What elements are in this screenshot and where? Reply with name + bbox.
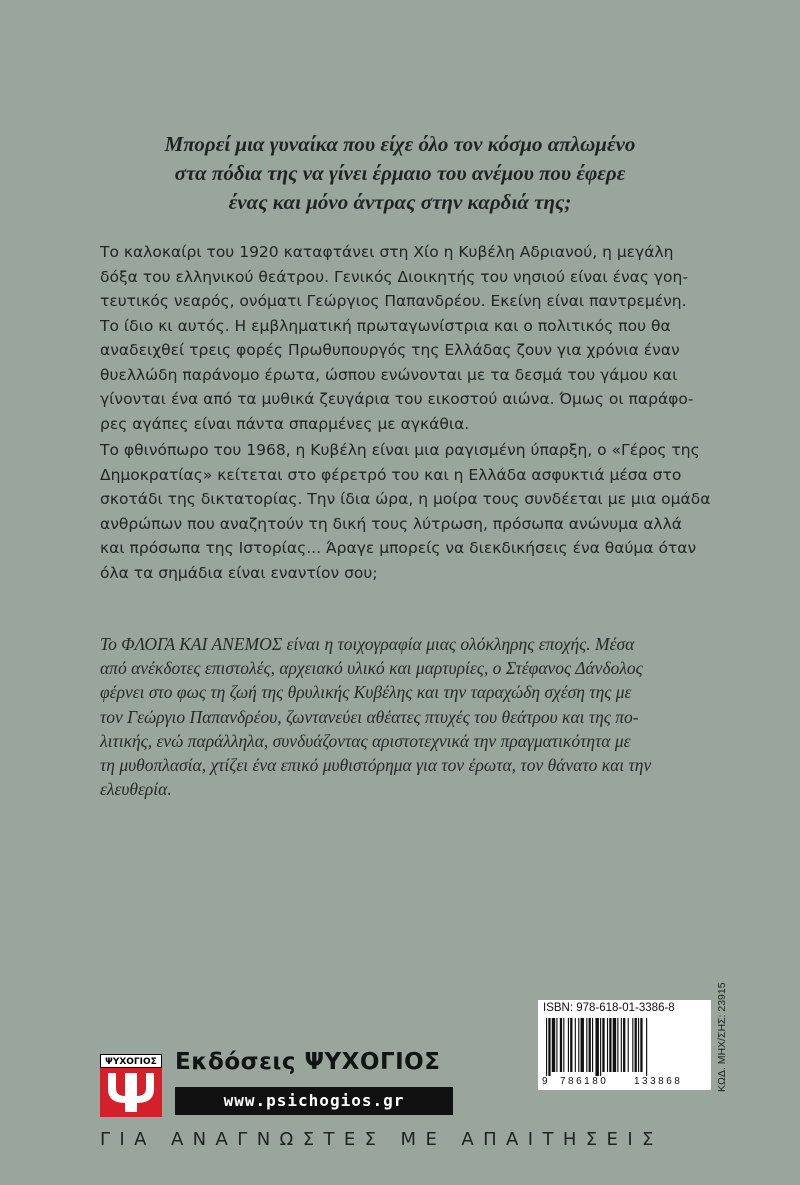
text-line: θυελλώδη παράνομο έρωτα, ώσπου ενώνονται με τα δεσμά του γάμου και	[100, 365, 678, 384]
barcode-digits-left: 786180	[560, 1076, 609, 1087]
barcode-bar	[578, 1018, 579, 1072]
isbn-label: ISBN: 978-618-01-3386-8	[543, 1002, 675, 1014]
text-line: Το φθινόπωρο του 1968, η Κυβέλη είναι μια ραγισμένη ύπαρξη, ο «Γέρος της	[100, 441, 700, 459]
tagline	[100, 130, 700, 217]
barcode-bar	[563, 1018, 564, 1072]
barcode-bar	[607, 1018, 608, 1072]
barcode-bar	[621, 1018, 622, 1072]
logo-label: ΨΥΧΟΓΙΟΣ	[100, 1054, 162, 1068]
barcode-bar	[568, 1018, 569, 1072]
text-line: φέρνει στο φως τη ζωή της θρυλικής Κυβέλης και την ταραχώδη σχέση της με	[100, 682, 632, 703]
barcode-bar	[632, 1018, 633, 1072]
text-line: Το ίδιο κι αυτός. Η εμβληματική πρωταγωνίστρια και ο πολιτικός που θα	[100, 316, 671, 335]
synopsis-paragraph-3	[100, 632, 710, 801]
barcode-bar	[646, 1018, 647, 1076]
barcode-bar	[546, 1018, 547, 1076]
text-line: τη μυθοπλασία, χτίζει ένα επικό μυθιστόρημα για τον έρωτα, τον θάνατο και την	[100, 755, 652, 776]
text-line: Το ΦΛΟΓΑ ΚΑΙ ΑΝΕΜΟΣ είναι η τοιχογραφία μιας ολόκληρης εποχής. Μέσα	[100, 634, 635, 654]
barcode-bar	[581, 1018, 584, 1072]
tagline-line: ένας και μόνο άντρας στην καρδιά της;	[228, 190, 572, 214]
text-line: γίνονται ένα από τα μυθικά ζευγάρια του εικοστού αιώνα. Όμως οι παράφο-	[100, 390, 694, 408]
publisher-url: www.psichogios.gr	[175, 1087, 453, 1115]
text-line: λιτικής, ενώ παράλληλα, συνδυάζοντας αριστοτεχνικά την πραγματικότητα με	[100, 730, 631, 751]
text-line: τον Γεώργιο Παπανδρέου, ζωντανεύει αθέατες πτυχές του θεάτρου και της πο-	[100, 706, 639, 727]
text-line: Δημοκρατίας» κείτεται στο φέρετρό του και η Ελλάδα ασφυκτιά μέσα στο	[100, 465, 682, 484]
tagline-line: στα πόδια της να γίνει έρμαιο του ανέμου που έφερε	[174, 161, 626, 185]
text-line: Το καλοκαίρι του 1920 καταφτάνει στη Χίο η Κυβέλη Αδριανού, η μεγάλη	[100, 243, 674, 261]
text-line: τευτικός νεαρός, ονόματι Γεώργιος Παπανδρέου. Εκείνη είναι παντρεμένη.	[100, 292, 687, 310]
text-line: ελευθερία.	[100, 779, 172, 800]
barcode-bar	[623, 1018, 625, 1072]
barcode-bar	[595, 1018, 598, 1076]
barcode-bar	[548, 1018, 550, 1076]
barcode-bar	[628, 1018, 629, 1072]
slogan: ΓΙΑ ΑΝΑΓΝΩΣΤΕΣ ΜΕ ΑΠΑΙΤΗΣΕΙΣ	[100, 1129, 663, 1150]
text-line: σκοτάδι της δικτατορίας. Την ίδια ώρα, η μοίρα τους συνδέεται με μια ομάδα	[100, 490, 711, 508]
barcode-bar	[609, 1018, 611, 1072]
barcode-bar	[552, 1018, 555, 1072]
barcode-bar	[613, 1018, 616, 1072]
barcode-bar	[617, 1018, 618, 1072]
barcode-bar	[592, 1018, 593, 1072]
product-code: ΚΩΔ. ΜΗΧ/ΣΗΣ: 23915	[716, 982, 728, 1092]
barcode-bar	[589, 1018, 591, 1072]
psi-symbol-icon	[100, 1068, 162, 1117]
synopsis-paragraph-2	[100, 438, 711, 585]
barcode-bars	[546, 1018, 704, 1076]
text-line: ανθρώπων που αναζητούν τη δική τους λύτρωση, πρόσωπα ανώνυμα αλλά	[100, 514, 682, 533]
text-line: ρες αγάπες είναι πάντα σπαρμένες με αγκάθια.	[100, 414, 470, 433]
publisher-name: Εκδόσεις ΨΥΧΟΓΙΟΣ	[175, 1049, 441, 1075]
text-line: όλα τα σημάδια είναι εναντίον σου;	[100, 563, 378, 582]
barcode	[538, 1000, 711, 1090]
barcode-bar	[586, 1018, 587, 1072]
barcode-digit-lead: 9	[542, 1076, 548, 1087]
barcode-bar	[560, 1018, 562, 1072]
barcode-bar	[600, 1018, 601, 1076]
barcode-bar	[640, 1018, 642, 1072]
text-line: και πρόσωπα της Ιστορίας... Άραγε μπορείς να διεκδικήσεις ένα θαύμα όταν	[100, 539, 697, 557]
synopsis-paragraph-1	[100, 240, 707, 436]
barcode-bar	[575, 1018, 576, 1072]
barcode-bar	[638, 1018, 639, 1072]
barcode-bar	[570, 1018, 572, 1072]
barcode-digits-right: 133868	[634, 1076, 683, 1087]
text-line: από ανέκδοτες επιστολές, αρχειακό υλικό και μαρτυρίες, ο Στέφανος Δάνδολος	[100, 658, 643, 679]
tagline-line: Μπορεί μια γυναίκα που είχε όλο τον κόσμο απλωμένο	[164, 132, 636, 156]
text-line: αναδειχθεί τρεις φορές Πρωθυπουργός της Ελλάδας ζουν για χρόνια έναν	[100, 341, 680, 359]
text-line: δόξα του ελληνικού θεάτρου. Γενικός Διοικητής του νησιού είναι ένας γοη-	[100, 267, 688, 286]
barcode-bar	[556, 1018, 557, 1072]
psi-logo-icon	[100, 1054, 162, 1117]
barcode-bar	[635, 1018, 637, 1072]
barcode-bar	[602, 1018, 604, 1072]
